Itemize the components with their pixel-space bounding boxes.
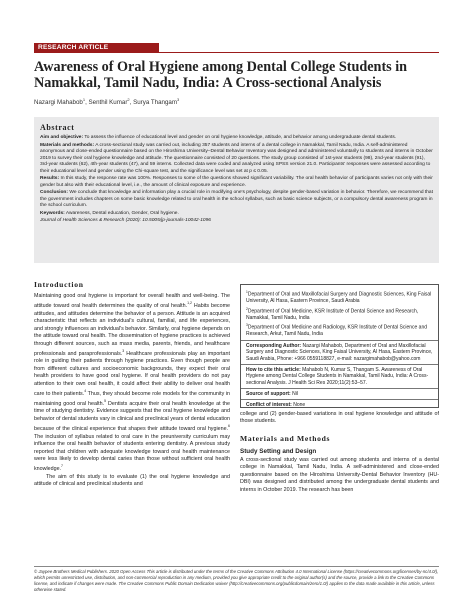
intro-text: Habits become attitudes, and attitudes determine the behavior of a person. Attitude is an acquired characteristic that reflects an individual's cultural, familial, and life experiences, and strongly influences an individual's behavior. Similarly, oral hygiene depends on the attitude toward oral health. The dissemination of hygiene practices is achieved through different sources, such as mass media, parents, friends, and healthcare professionals and paraprofessionals. (34, 303, 230, 357)
citation-ref[interactable]: 1,2 (187, 301, 192, 306)
citation-ref[interactable]: 6 (228, 424, 230, 429)
intro-text: Maintaining good oral hygiene is important for overall health and well-being. The attitude toward oral health determines the quality of oral health. (34, 293, 230, 310)
affiliation-sup: 2 (246, 306, 248, 311)
abstract-label: Aim and objective: (40, 135, 84, 140)
abstract-label: Conclusion: (40, 190, 68, 195)
affiliation-item (246, 322, 433, 338)
intro-text: The inclusion of syllabus related to oral care in the preuniversity curriculum may influence the oral health behavior of students entering dentistry. A previous study reported that children with adequate knowledge toward oral health maintenance were less likely to develop dental caries than those without sufficient oral health knowledge. (34, 433, 230, 473)
conflict-label: Conflict of interest: (246, 401, 292, 408)
abstract-conclusion (40, 190, 433, 210)
abstract-aim (40, 135, 433, 142)
support-label: Source of support: (246, 390, 291, 397)
article-title: Awareness of Oral Hygiene among Dental College Students in Namakkal, Tamil Nadu, India: A Cross-sectional Analysis (34, 59, 408, 91)
abstract-results (40, 176, 433, 189)
abstract-label: Results: (40, 176, 60, 181)
support-text: Nil (290, 390, 298, 397)
affiliation-box (240, 284, 439, 408)
corresponding-label: Corresponding Author: (246, 342, 302, 349)
introduction-heading: Introduction (34, 280, 84, 289)
corresponding-author (246, 343, 433, 363)
abstract-label: Keywords: (40, 210, 65, 216)
affiliation-item (246, 289, 433, 305)
abstract-text: We conclude that knowledge and information play a crucial role in modifying one's psychology, despite gender-based variation in behavior. Therefore, we recommend that the government includes chapters on some basic knowledge related to oral health in the school syllabus, such as basic science subjects, or a compulsory dental awareness program in the school curriculum. (40, 190, 433, 208)
footer-rule (34, 566, 439, 567)
author-affil-sup: 2 (127, 97, 130, 102)
intro-text: Healthcare professionals play an important role in guiding their patients through hygiene practices. Even though people are from different cultures and socioeconomic backgrounds, they expect their oral health providers to have good oral hygiene. If oral health providers do not pay attention to their own oral health, it could affect their ability to deliver oral health care to their patients. (34, 350, 230, 397)
study-setting-subheading: Study Setting and Design (240, 447, 317, 455)
abstract-keywords (40, 211, 433, 218)
affiliation-divider (241, 399, 438, 400)
conflict-text: None (291, 401, 306, 408)
intro-text: Dentists acquire their oral health knowledge at the time of studying dentistry. Evidence suggests that the oral hygiene knowledge and behavior of dental students vary in clinical and preclinical years of dental education because of the clinical experience that shapes their attitude toward oral hygiene. (34, 401, 230, 433)
abstract-text: In this study, the response rate was 100%. Responses to some of the questions showed significant variability. The oral health behavior of participants varies not only with their gender but also with their educational level, i.e., the amount of clinical exposure and experience. (40, 176, 433, 188)
affiliation-text: Department of Oral Medicine and Radiology, KSR Institute of Dental Science and Research, Arkut, Tamil Nadu, India (246, 324, 428, 338)
right-column (240, 411, 439, 494)
how-to-cite-text: Mahabob N, Kumar S, Thangam S. Awareness of Oral Hygiene among Dental College Students in Namakkal, Tamil Nadu, India: A Cross-sectional Analysis. J Health Sci Res 2020;11(2):53–57. (246, 366, 429, 386)
affiliation-item (246, 306, 433, 322)
introduction-continued: college and (2) gender-based variations in oral hygiene knowledge and attitude of those students. (240, 411, 439, 425)
citation-ref[interactable]: 5 (104, 399, 107, 404)
affiliation-sup: 1 (246, 290, 248, 294)
methods-heading: Materials and Methods (240, 433, 331, 443)
how-to-cite (246, 367, 433, 387)
author-affil-sup: 3 (177, 97, 180, 102)
abstract-methods (40, 143, 433, 176)
affiliation-divider (241, 364, 438, 365)
abstract-section (34, 117, 439, 263)
license-footer: © Jaypee Brothers Medical Publishers. 2020 Open Access This article is distributed under the terms of the Creative Commons Attribution 4.0 International License (https://creativecommons.org/licenses/by-nc/4.0/), which permits unrestricted use, distribution, and non-commercial reproduction in any medium, provided you give appropriate credit to the original author(s) and the source, provide a link to the Creative Commons license, and indicate if changes were made. The Creative Commons Public Domain Dedication waiver (http://creativecommons.org/publicdomain/zero/1.0/) applies to the data made available in this article, unless otherwise stated. (34, 569, 439, 592)
author-list: Nazargi Mahabob$^1$, Senthil Kumar$^2$, Surya Thangam$^3$ (34, 97, 180, 107)
intro-text: Thus, they should become role models for the community in maintaining good oral health. (34, 390, 230, 408)
author-affil-sup: 1 (82, 97, 86, 102)
journal-citation (40, 218, 433, 225)
how-to-cite-label: How to cite this article: (246, 366, 301, 373)
citation-ref[interactable]: 4 (84, 389, 87, 393)
author-name[interactable]: Nazargi Mahabob (34, 99, 83, 107)
citation-ref[interactable]: 7 (61, 464, 63, 469)
article-type-banner: RESEARCH ARTICLE (34, 43, 159, 53)
abstract-text: Awareness, Dental education, Gender, Oral hygiene. (64, 210, 179, 216)
abstract-label: Materials and methods: (40, 142, 95, 148)
banner-rule (34, 52, 439, 53)
affiliation-text: Department of Oral and Maxillofacial Surgery and Diagnostic Sciences, King Faisal University, Al Hasa, Eastern Province, Saudi Arabia (246, 291, 432, 305)
methods-paragraph: A cross-sectional study was carried out among students and interns of a dental college in Namakkal, Tamil Nadu, India. A self-administered and close-ended questionnaire based on the Hiroshima University-Dental Behavior Inventory (HU-DBI) was designed and distributed among the undergraduate dental students and interns in October 2019. The research has been (240, 456, 439, 493)
journal-citation-text[interactable]: Journal of Health Sciences & Research (2020): 10.5005/jp-journals-10042-1096 (40, 218, 211, 223)
author-name[interactable]: Senthil Kumar (88, 99, 128, 107)
affiliation-divider (241, 340, 438, 341)
abstract-heading: Abstract (40, 123, 75, 132)
corresponding-text[interactable]: Nazargi Mahabob, Department of Oral and Maxillofacial Surgery and Diagnostic Sciences, King Faisal University, Al Hasa, Eastern Province, Saudi Arabia, Phone: +966 0559118827, e-mail: nazargimahabob@yahoo.com (246, 342, 433, 362)
abstract-text: A cross-sectional study was carried out, including 357 students and interns of a dental college in Namakkal, Tamil Nadu, India. A self-administered anonymous and close-ended questionnaire based on the Hiroshima University–Dental Behavior Inventory was designed and administered voluntarily to students and interns in October 2019 to survey their oral hygiene knowledge and attitude. The questionnaire consisted of 20 questions. The study group consisted of 1st-year students (98), 2nd-year students (91), 3rd-year students (62), 4th-year students (47), and 59 interns. Collected data were coded and analyzed using SPSS version 21.0. Participants' responses were assessed according to their educational level and gender using the Chi-square test, and the significance level was set at p ≤ 0.05. (40, 142, 433, 174)
author-name[interactable]: Surya Thangam (133, 99, 178, 107)
abstract-text: To assess the influence of educational level and gender on oral hygiene knowledge, attitude, and behavior among undergraduate dental students. (83, 135, 397, 140)
conflict-of-interest (246, 402, 433, 409)
affiliation-text: Department of Oral Medicine, KSR Institute of Dental Science and Research, Namakkal, Tamil Nadu, India (246, 308, 419, 321)
citation-ref[interactable]: 3 (122, 348, 125, 353)
introduction-paragraph-aim: The aim of this study is to evaluate (1) the oral hygiene knowledge and attitude of clinical and preclinical students and (34, 473, 230, 488)
introduction-section (34, 280, 230, 489)
source-of-support (246, 391, 433, 398)
introduction-paragraph (34, 293, 230, 474)
affiliation-divider (241, 388, 438, 389)
affiliation-sup: 3 (246, 323, 248, 328)
